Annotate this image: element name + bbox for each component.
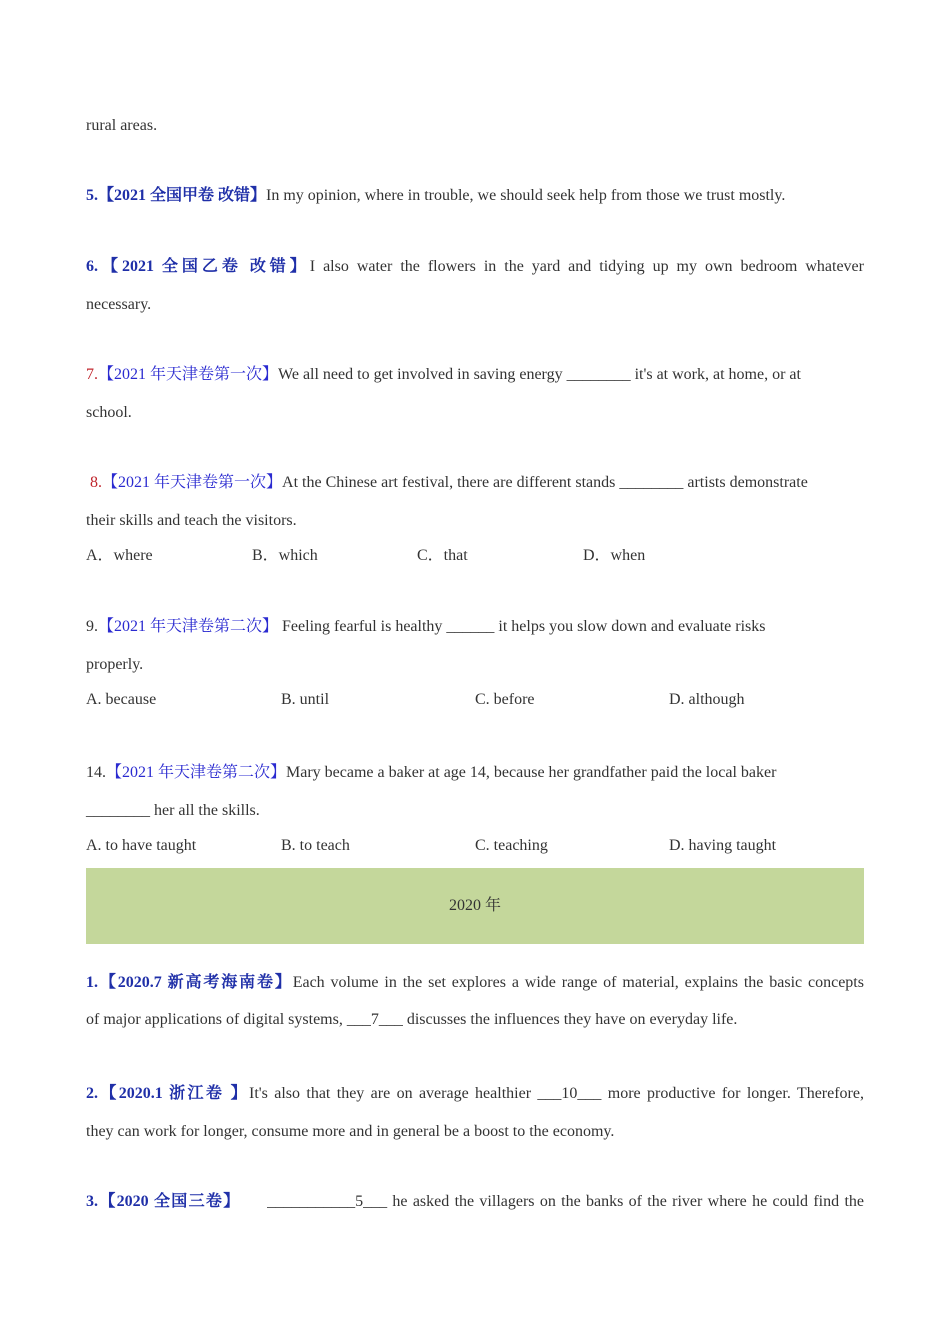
question-2021-8-line2: their skills and teach the visitors. bbox=[86, 512, 297, 529]
question-2021-7-line1 bbox=[86, 364, 864, 386]
question-text: We all need to get involved in saving energy ________ it's at work, at home, or at bbox=[278, 366, 801, 383]
question-text: of major applications of digital systems, bbox=[86, 1011, 347, 1028]
question-2020-3-line1 bbox=[86, 1191, 864, 1213]
question-text: I also water the flowers in the yard and tidying up my own bedroom whatever bbox=[309, 258, 864, 275]
question-tag: 【2021 年天津卷第二次】 bbox=[98, 618, 279, 635]
question-number: 8. bbox=[90, 474, 102, 491]
option-a: A．where bbox=[86, 547, 153, 564]
question-2020-1-line2 bbox=[86, 1009, 864, 1031]
option-a: A. because bbox=[86, 691, 157, 708]
question-2021-9-line2: properly. bbox=[86, 656, 144, 673]
question-number: 9. bbox=[86, 618, 98, 635]
question-text: Feeling fearful is healthy ______ it helps you slow down and evaluate risks bbox=[278, 618, 766, 635]
option-b: B．which bbox=[252, 547, 318, 564]
answer-blank: ___10___ bbox=[537, 1085, 602, 1102]
option-c: C. before bbox=[475, 691, 535, 708]
question-number: 7. bbox=[86, 366, 98, 383]
section-title: 2020 年 bbox=[448, 897, 501, 914]
question-text: Each volume in the set explores a wide range of material, explains the basic concepts bbox=[292, 974, 864, 991]
option-d: D. having taught bbox=[669, 837, 777, 854]
option-a: A. to have taught bbox=[86, 837, 197, 854]
question-text: he asked the villagers on the banks of the river where he could find the bbox=[387, 1193, 864, 1210]
question-2021-8-line1 bbox=[86, 472, 864, 494]
question-2021-5 bbox=[86, 185, 864, 207]
question-text: It's also that they are on average healthier bbox=[248, 1085, 538, 1102]
question-tag: 5.【2021 全国甲卷 改错】 bbox=[86, 187, 267, 204]
question-2020-2-line1 bbox=[86, 1083, 864, 1105]
question-tag: 6.【2021 全国乙卷 改错】 bbox=[86, 258, 310, 275]
question-tag: 【2021 年天津卷第二次】 bbox=[106, 764, 287, 781]
document-page bbox=[86, 0, 864, 1344]
question-2021-6-line2: necessary. bbox=[86, 296, 152, 313]
answer-blank: ___7___ bbox=[346, 1011, 403, 1028]
section-banner-2020 bbox=[86, 868, 864, 944]
question-text: At the Chinese art festival, there are different stands ________ artists demonstrate bbox=[282, 474, 808, 491]
question-text: Mary became a baker at age 14, because her grandfather paid the local baker bbox=[286, 764, 777, 781]
intro-text: rural areas. bbox=[86, 117, 158, 134]
answer-blank: ___________5___ bbox=[267, 1193, 388, 1210]
question-number: 14. bbox=[86, 764, 106, 781]
option-b: B. to teach bbox=[281, 837, 350, 854]
option-b: B. until bbox=[281, 691, 330, 708]
question-2020-1-line1 bbox=[86, 972, 864, 994]
question-tag: 1.【2020.7 新高考海南卷】 bbox=[86, 974, 293, 991]
question-text: discusses the influences they have on everyday life. bbox=[402, 1011, 738, 1028]
question-tag: 【2021 年天津卷第一次】 bbox=[98, 366, 279, 383]
option-d: D. although bbox=[669, 691, 745, 708]
option-d: D．when bbox=[583, 547, 646, 564]
question-2021-7-line2: school. bbox=[86, 404, 132, 421]
question-2020-2-line2: they can work for longer, consume more and in general be a boost to the economy. bbox=[86, 1123, 615, 1140]
question-2021-14-line1 bbox=[86, 762, 864, 784]
question-tag: 【2021 年天津卷第一次】 bbox=[102, 474, 283, 491]
option-c: C．that bbox=[417, 547, 468, 564]
option-c: C. teaching bbox=[475, 837, 548, 854]
question-2021-9-line1 bbox=[86, 616, 864, 638]
question-text: more productive for longer. Therefore, bbox=[601, 1085, 864, 1102]
question-2021-14-line2: ________ her all the skills. bbox=[86, 802, 260, 819]
question-tag: 2.【2020.1 浙江卷 】 bbox=[86, 1085, 249, 1102]
question-tag: 3.【2020 全国三卷】 bbox=[86, 1193, 241, 1210]
question-text: In my opinion, where in trouble, we should seek help from those we trust mostly. bbox=[266, 187, 786, 204]
question-2021-6-line1 bbox=[86, 256, 864, 278]
